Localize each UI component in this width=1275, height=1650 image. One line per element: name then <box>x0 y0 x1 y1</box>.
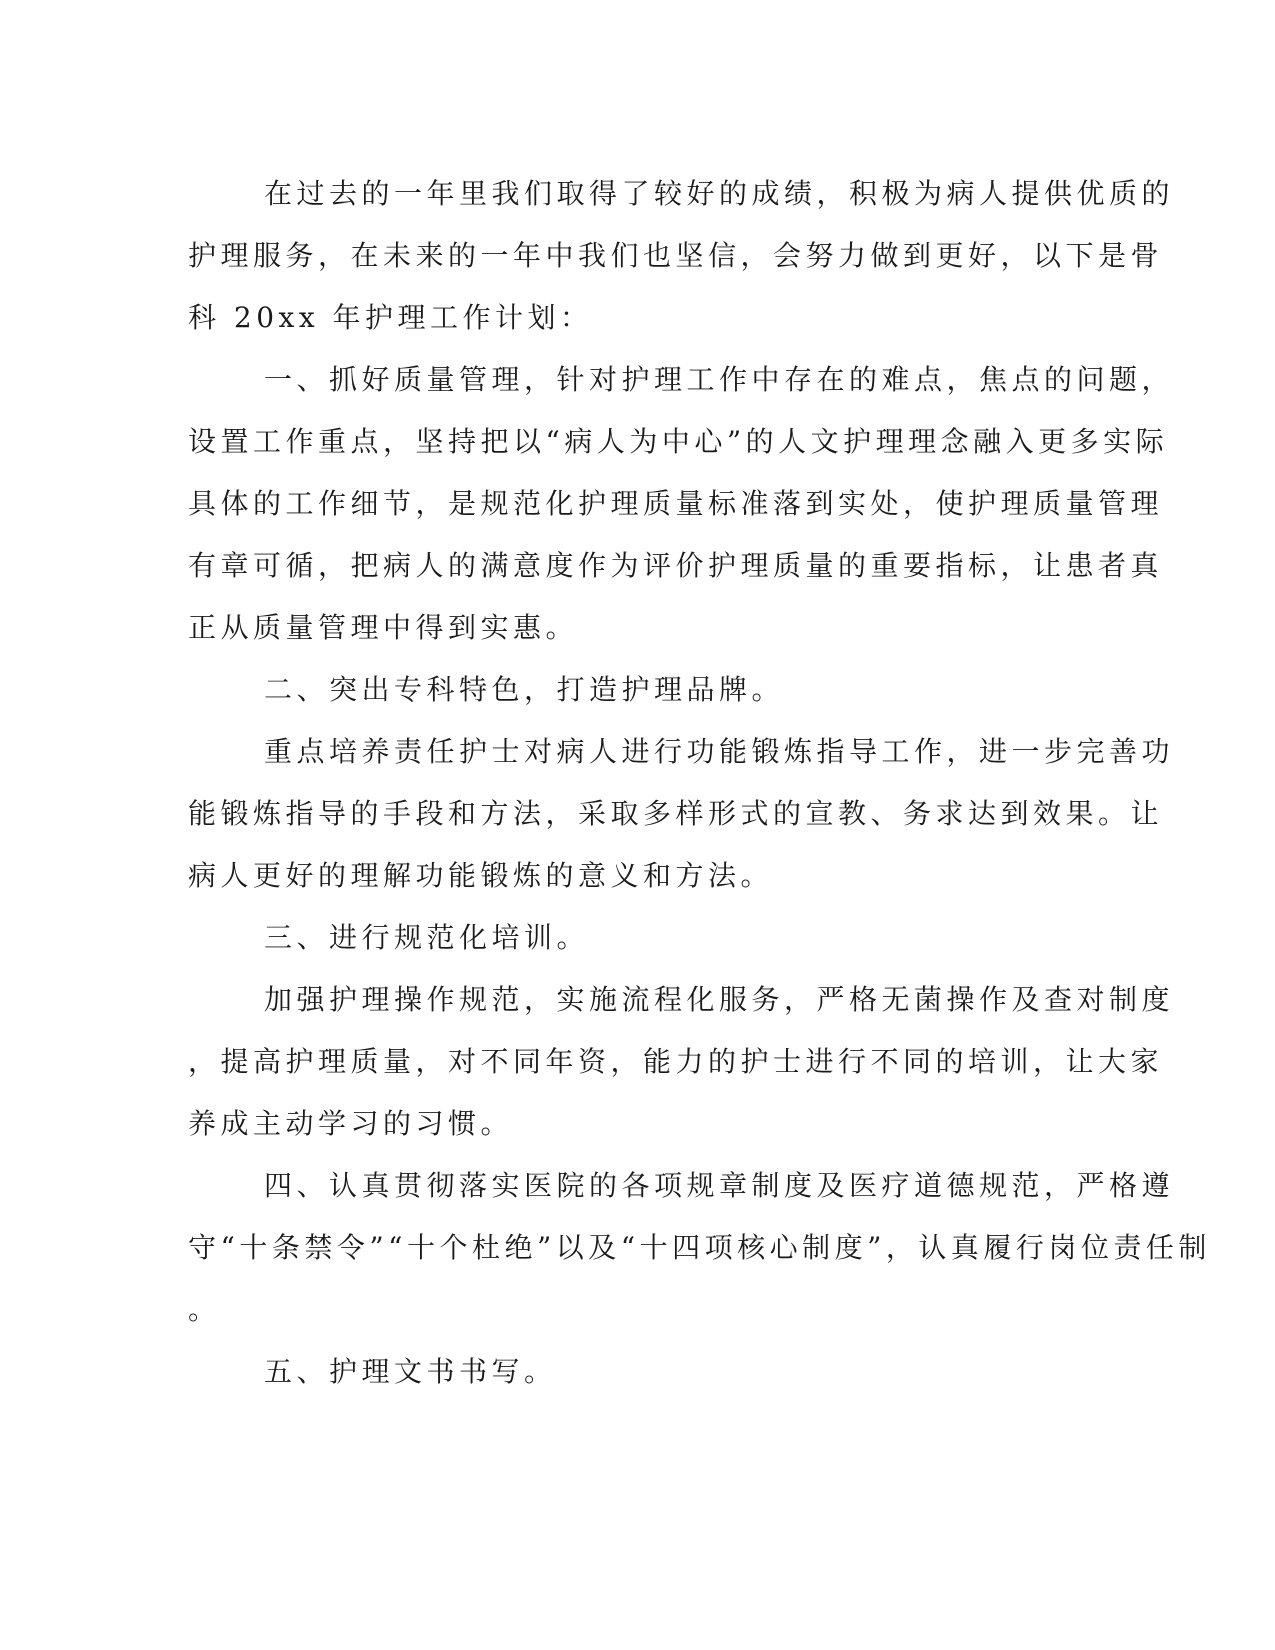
section-2-line-1: 重点培养责任护士对病人进行功能锻炼指导工作，进一步完善功 <box>264 735 1175 768</box>
section-4-line-2: 守“十条禁令”“十个杜绝”以及“十四项核心制度”，认真履行岗位责任制 <box>188 1231 1211 1264</box>
section-2-line-3: 病人更好的理解功能锻炼的意义和方法。 <box>188 859 774 892</box>
section-1-line-3: 具体的工作细节，是规范化护理质量标准落到实处，使护理质量管理 <box>188 487 1164 520</box>
section-4-line-3: 。 <box>188 1293 221 1326</box>
section-1-line-5: 正从质量管理中得到实惠。 <box>188 611 579 644</box>
section-3-heading: 三、进行规范化培训。 <box>264 921 590 954</box>
document-body <box>188 163 1211 1403</box>
paragraph-intro-line-3: 科 20xx 年护理工作计划： <box>188 301 593 334</box>
section-1-line-1: 一、抓好质量管理，针对护理工作中存在的难点，焦点的问题， <box>264 363 1175 396</box>
section-3-line-1: 加强护理操作规范，实施流程化服务，严格无菌操作及查对制度 <box>264 983 1175 1016</box>
section-2-line-2: 能锻炼指导的手段和方法，采取多样形式的宣教、务求达到效果。让 <box>188 797 1164 830</box>
section-3-line-3: 养成主动学习的习惯。 <box>188 1107 514 1140</box>
section-1-line-4: 有章可循，把病人的满意度作为评价护理质量的重要指标，让患者真 <box>188 549 1164 582</box>
paragraph-intro-line-1: 在过去的一年里我们取得了较好的成绩，积极为病人提供优质的 <box>264 177 1175 210</box>
section-5-heading: 五、护理文书书写。 <box>264 1355 557 1388</box>
section-3-line-2: ，提高护理质量，对不同年资，能力的护士进行不同的培训，让大家 <box>188 1045 1164 1078</box>
section-2-heading: 二、突出专科特色，打造护理品牌。 <box>264 673 785 706</box>
paragraph-intro-line-2: 护理服务，在未来的一年中我们也坚信，会努力做到更好，以下是骨 <box>188 239 1164 272</box>
section-1-line-2: 设置工作重点，坚持把以“病人为中心”的人文护理理念融入更多实际 <box>188 425 1169 458</box>
section-4-line-1: 四、认真贯彻落实医院的各项规章制度及医疗道德规范，严格遵 <box>264 1169 1175 1202</box>
